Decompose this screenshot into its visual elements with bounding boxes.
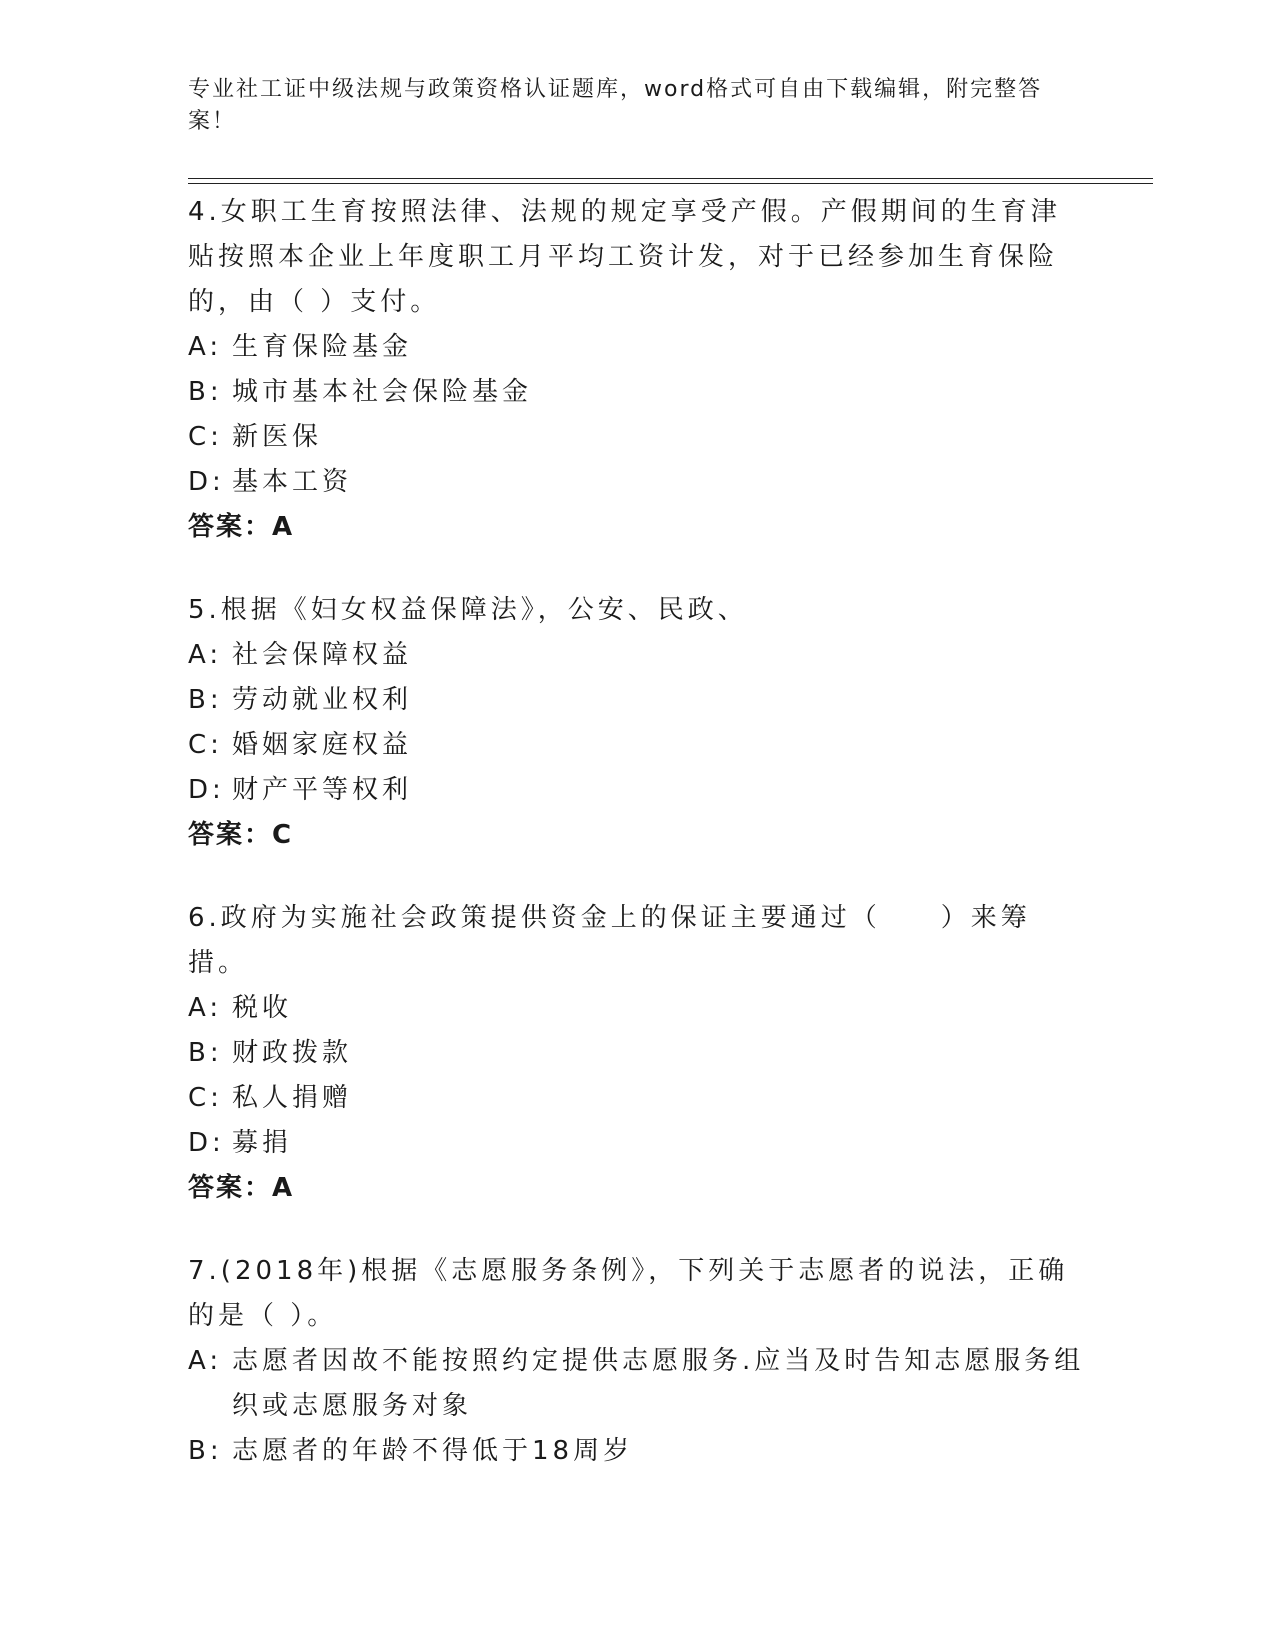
option-text: 城市基本社会保险基金 <box>232 377 533 407</box>
option-c <box>188 1076 1088 1121</box>
option-d <box>188 768 1088 813</box>
option-a <box>188 1339 1088 1429</box>
option-text: 私人捐赠 <box>232 1083 353 1113</box>
option-b <box>188 1031 1088 1076</box>
option-text: 志愿者因故不能按照约定提供志愿服务.应当及时告知志愿服务组织或志愿服务对象 <box>232 1346 1085 1421</box>
option-a <box>188 986 1088 1031</box>
question-list <box>188 190 1088 1512</box>
option-text: 志愿者的年龄不得低于18周岁 <box>232 1436 634 1466</box>
option-b <box>188 370 1088 415</box>
option-letter: D: <box>188 775 225 805</box>
option-letter: C: <box>188 422 223 452</box>
option-letter: B: <box>188 685 223 715</box>
option-letter: D: <box>188 1128 225 1158</box>
option-c <box>188 723 1088 768</box>
option-a <box>188 633 1088 678</box>
header-divider-top <box>188 178 1153 179</box>
option-text: 财产平等权利 <box>232 775 413 805</box>
answer-label: 答案：C <box>188 820 294 850</box>
option-text: 新医保 <box>232 422 323 452</box>
option-letter: C: <box>188 730 223 760</box>
option-text: 生育保险基金 <box>232 332 413 362</box>
option-text: 社会保障权益 <box>232 640 413 670</box>
option-text: 财政拨款 <box>232 1038 353 1068</box>
header-divider-bottom <box>188 183 1153 184</box>
question-text: 6.政府为实施社会政策提供资金上的保证主要通过（ ）来筹措。 <box>188 903 1031 978</box>
option-b <box>188 678 1088 723</box>
option-a <box>188 325 1088 370</box>
option-c <box>188 415 1088 460</box>
question-item <box>188 896 1088 1211</box>
option-letter: B: <box>188 1038 223 1068</box>
option-d <box>188 1121 1088 1166</box>
option-letter: A: <box>188 332 223 362</box>
option-letter: A: <box>188 993 223 1023</box>
option-text: 募捐 <box>232 1128 293 1158</box>
question-text: 4.女职工生育按照法律、法规的规定享受产假。产假期间的生育津贴按照本企业上年度职工月平均工资计发，对于已经参加生育保险的，由（ ）支付。 <box>188 197 1061 317</box>
answer-label: 答案：A <box>188 512 295 542</box>
option-letter: C: <box>188 1083 223 1113</box>
answer-label: 答案：A <box>188 1173 295 1203</box>
option-letter: B: <box>188 1436 223 1466</box>
option-text: 劳动就业权利 <box>232 685 413 715</box>
document-header: 专业社工证中级法规与政策资格认证题库，word格式可自由下载编辑，附完整答案！ <box>188 77 1043 134</box>
question-text: 7.(2018年)根据《志愿服务条例》，下列关于志愿者的说法，正确的是（ ）。 <box>188 1256 1069 1331</box>
option-letter: B: <box>188 377 223 407</box>
option-d <box>188 460 1088 505</box>
option-letter: A: <box>188 1346 223 1376</box>
question-item <box>188 190 1088 550</box>
question-text: 5.根据《妇女权益保障法》，公安、民政、 <box>188 595 748 625</box>
option-letter: A: <box>188 640 223 670</box>
question-item <box>188 1249 1088 1474</box>
option-text: 婚姻家庭权益 <box>232 730 413 760</box>
question-item <box>188 588 1088 858</box>
option-text: 税收 <box>232 993 293 1023</box>
option-b <box>188 1429 1088 1474</box>
option-text: 基本工资 <box>232 467 353 497</box>
option-letter: D: <box>188 467 225 497</box>
